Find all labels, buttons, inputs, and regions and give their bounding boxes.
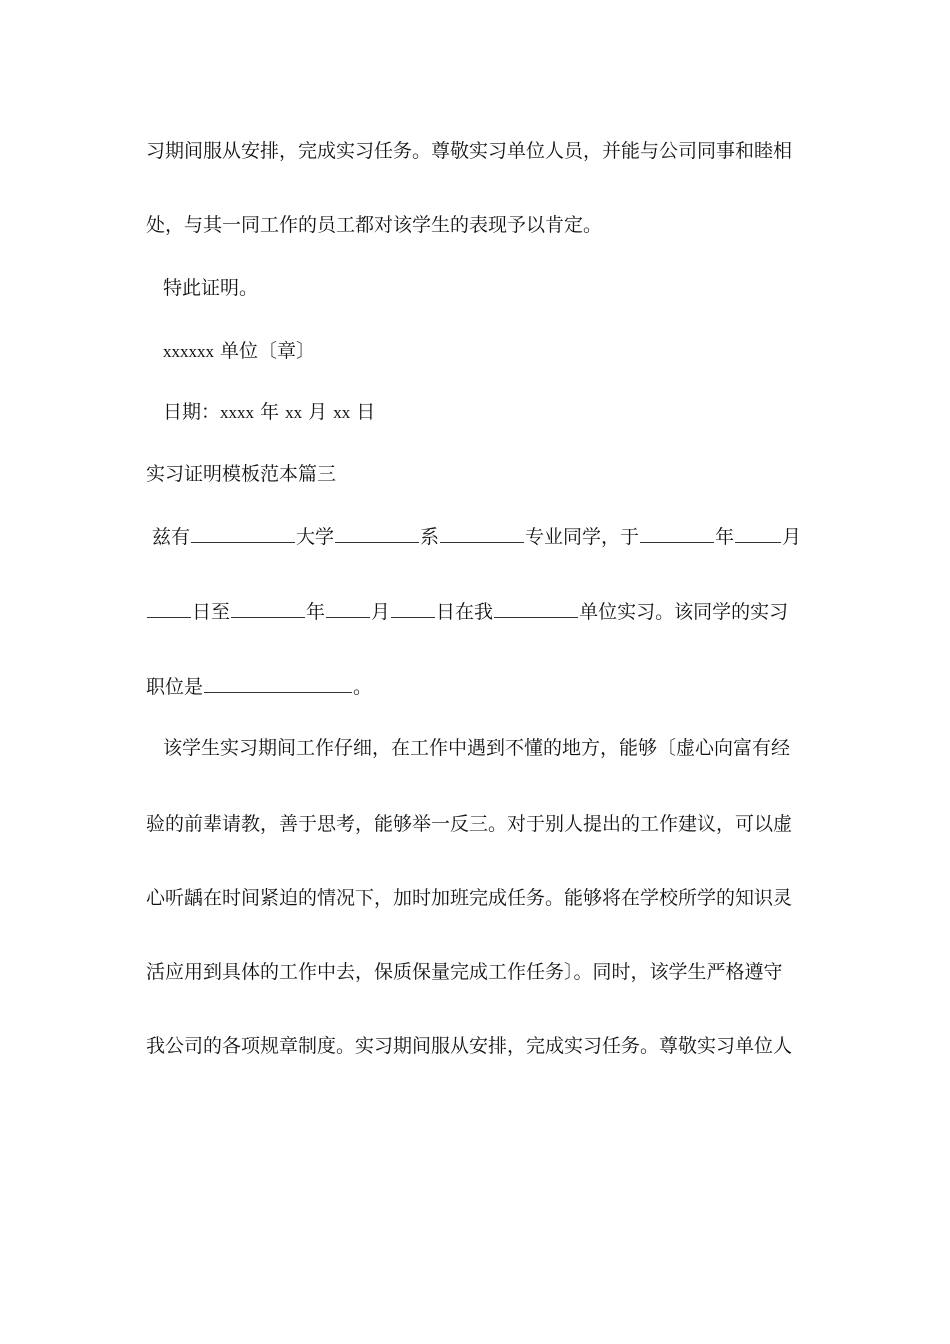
unit-seal-line (163, 339, 315, 364)
text-fragment: 年 (715, 526, 735, 548)
paragraph-line: 心听龋在时间紧迫的情况下，加时加班完成任务。能够将在学校所学的知识灵 (146, 887, 793, 909)
blank-start-year (640, 525, 714, 543)
text-fragment: 月 (371, 601, 391, 623)
text-fragment: 兹有 (152, 526, 191, 548)
fill-in-line-2 (146, 600, 788, 624)
blank-department (335, 525, 419, 543)
text-fragment: 月 (782, 526, 802, 548)
text-fragment: 职位是 (146, 676, 204, 698)
text-fragment: 年 (306, 601, 326, 623)
blank-position (204, 675, 352, 693)
date-year-unit: 年 (260, 401, 280, 423)
paragraph-line: 该学生实习期间工作仔细，在工作中遇到不懂的地方，能够〔虚心向富有经 (163, 737, 791, 759)
paragraph-line: 习期间服从安排，完成实习任务。尊敬实习单位人员，并能与公司同事和睦相 (146, 140, 793, 162)
blank-start-month (735, 525, 781, 543)
blank-end-year (231, 600, 305, 618)
date-line (163, 400, 375, 425)
date-year: xxxx (220, 403, 255, 422)
text-fragment: 系 (420, 526, 440, 548)
blank-company (494, 600, 578, 618)
blank-start-day (147, 600, 191, 618)
unit-seal-label: 单位〔章〕 (220, 340, 316, 362)
paragraph-line: 我公司的各项规章制度。实习期间服从安排，完成实习任务。尊敬实习单位人 (146, 1035, 793, 1057)
date-day-unit: 日 (356, 401, 376, 423)
paragraph-line: 活应用到具体的工作中去，保质保量完成工作任务〕。同时，该学生严格遵守 (146, 961, 783, 983)
date-label: 日期： (163, 401, 221, 423)
paragraph-line: 处，与其一同工作的员工都对该学生的表现予以肯定。 (146, 214, 603, 236)
date-day: xx (333, 403, 351, 422)
fill-in-line-3 (146, 675, 372, 699)
date-month-unit: 月 (308, 401, 328, 423)
blank-end-day (391, 600, 435, 618)
text-fragment: 日在我 (436, 601, 494, 623)
blank-university (191, 525, 295, 543)
text-fragment: 大学 (296, 526, 335, 548)
blank-major (440, 525, 524, 543)
text-fragment: 。 (353, 676, 373, 698)
paragraph-line: 验的前辈请教，善于思考，能够举一反三。对于别人提出的工作建议，可以虚 (146, 813, 793, 835)
blank-end-month (326, 600, 370, 618)
certify-text: 特此证明。 (163, 277, 259, 299)
unit-name-placeholder: xxxxxx (163, 342, 214, 361)
section-title: 实习证明模板范本篇三 (146, 463, 337, 485)
date-month: xx (285, 403, 303, 422)
fill-in-line-1 (152, 525, 801, 549)
text-fragment: 日至 (192, 601, 231, 623)
text-fragment: 专业同学，于 (525, 526, 640, 548)
text-fragment: 单位实习。该同学的实习 (579, 601, 789, 623)
